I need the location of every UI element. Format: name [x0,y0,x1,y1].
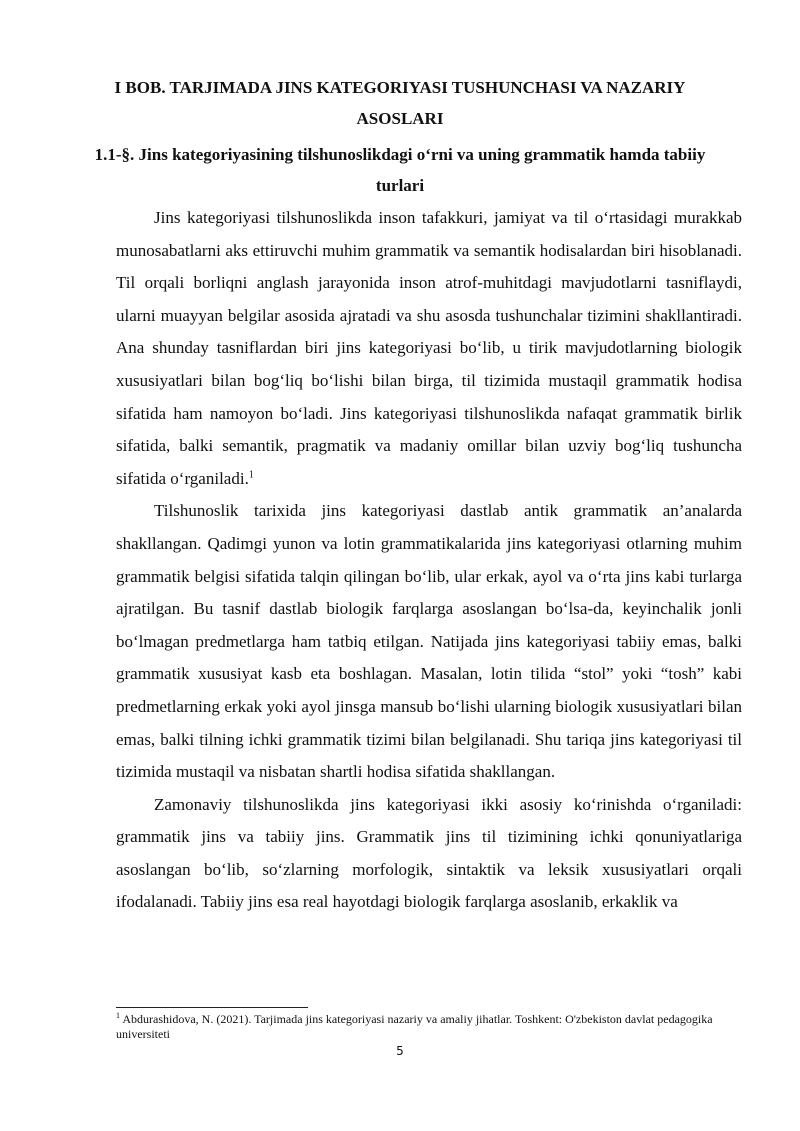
page-number: 5 [396,1044,404,1058]
paragraph-1 [116,202,742,495]
body-text [116,202,742,919]
chapter-title: I BOB. TARJIMADA JINS KATEGORIYASI TUSHUNCHASI VA NAZARIY ASOSLARI [114,78,686,128]
paragraph-1-text: Jins kategoriyasi tilshunoslikda inson tafakkuri, jamiyat va til o‘rtasidagi murakkab munosabatlarni aks ettiruvchi muhim grammatik va semantik hodisalardan biri hisoblanadi. Til orqali borliqni anglash jarayonida inson atrof-muhitdagi mavjudotlarni tasniflaydi, ularni muayyan belgilar asosida ajratadi va shu asosda tushunchalar tizimini shakllantiradi. Ana shunday tasniflardan biri jins kategoriyasi bo‘lib, u tirik mavjudotlarning biologik xususiyatlari bilan bog‘liq bo‘lishi bilan birga, til tizimida mustaqil grammatik hodisa sifatida ham namoyon bo‘ladi. Jins kategoriyasi tilshunoslikda nafaqat grammatik birlik sifatida, balki semantik, pragmatik va madaniy omillar bilan uzviy bog‘liq tushuncha sifatida o‘rganiladi. [116,208,742,488]
paragraph-3: Zamonaviy tilshunoslikda jins kategoriyasi ikki asosiy ko‘rinishda o‘rganiladi: grammatik jins va tabiiy jins. Grammatik jins til tizimining ichki qonuniyatlariga asoslangan bo‘lib, so‘zlarning morfologik, sintaktik va leksik xususiyatlari orqali ifodalanadi. Tabiiy jins esa real hayotdagi biologik farqlarga asoslanib, erkaklik va [116,794,742,912]
footnote-divider [116,1007,308,1008]
footnote-text: Abdurashidova, N. (2021). Tarjimada jins kategoriyasi nazariy va amaliy jihatlar. Toshkent: O'zbekiston davlat pedagogika universiteti [116,1012,713,1041]
footnote-marker: 1 [116,1011,120,1020]
footnote [116,1012,742,1042]
paragraph-2: Tilshunoslik tarixida jins kategoriyasi dastlab antik grammatik an’analarda shakllangan. Qadimgi yunon va lotin grammatikalarida jins kategoriyasi otlarning muhim grammatik belgisi sifatida talqin qilingan bo‘lib, ular erkak, ayol va o‘rta jins kabi turlarga ajratilgan. Bu tasnif dastlab biologik farqlarga asoslangan bo‘lsa-da, keyinchalik jonli bo‘lmagan predmetlarga ham tatbiq etilgan. Natijada jins kategoriyasi tabiiy emas, balki grammatik xususiyat kasb eta boshlagan. Masalan, lotin tilida “stol” yoki “tosh” kabi predmetlarning erkak yoki ayol jinsga mansub bo‘lishi ularning biologik xususiyatlari bilan emas, balki tilning ichki grammatik tizimi bilan belgilanadi. Shu tariqa jins kategoriyasi til tizimida mustaqil va nisbatan shartli hodisa sifatida shakllangan. [116,501,742,782]
section-title: 1.1-§. Jins kategoriyasining tilshunoslikdagi o‘rni va uning grammatik hamda tabiiy turlari [94,145,706,195]
footnote-reference: 1 [248,469,254,481]
